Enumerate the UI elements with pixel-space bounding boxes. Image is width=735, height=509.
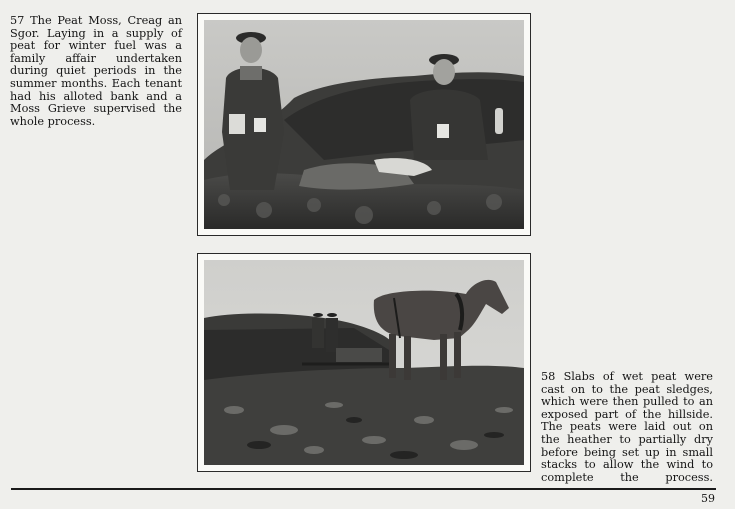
caption-57-text: 57 The Peat Moss, Creag an Sgor. Laying in a supply of peat for winter fuel was a family affair undertaken during quiet periods in the summer months. Each tenant had his alloted bank and a Moss Grieve supervised the whole process. [10, 14, 182, 128]
page-number: 59 [701, 492, 715, 505]
caption-57 [10, 15, 182, 128]
photo-58-peat-sledges [197, 253, 531, 472]
footer-rule [11, 488, 716, 490]
peat-sledge-photo-image [204, 260, 524, 465]
peat-moss-photo-image [204, 20, 524, 229]
caption-58 [541, 371, 713, 484]
photo-57-peat-moss [197, 13, 531, 236]
caption-58-text: 58 Slabs of wet peat were cast on to the peat sledges, which were then pulled to an exposed part of the hillside. The peats were laid out on the heather to partially dry before being set up in small stacks to allow the wind to complete the process. [541, 370, 713, 484]
